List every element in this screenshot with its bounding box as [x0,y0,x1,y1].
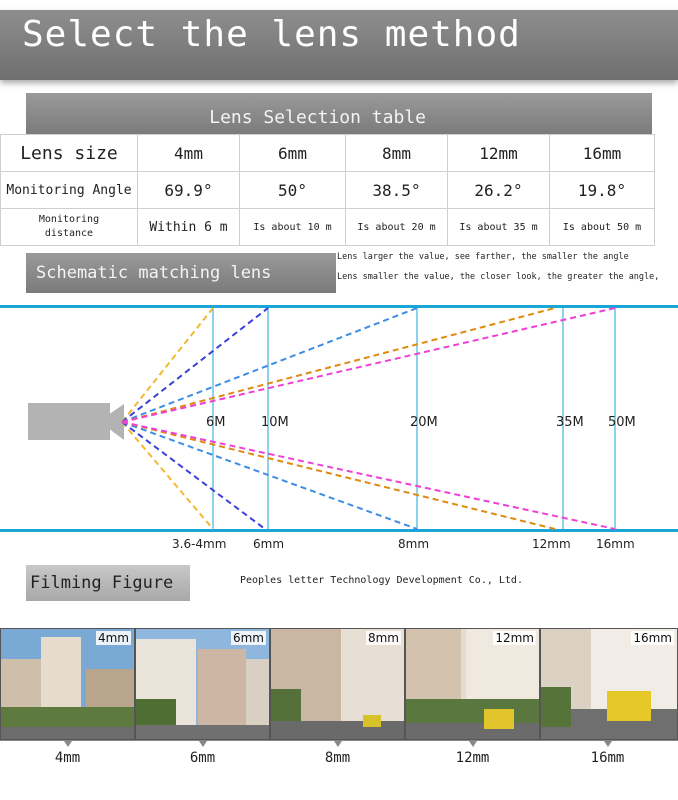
photo-caption: 8mm [324,750,351,766]
filming-title: Filming Figure [30,573,174,593]
cell-angle: 26.2° [448,172,550,209]
cell-lens-size: 6mm [240,135,346,172]
table-row [1,172,655,209]
cell-distance: Is about 35 m [448,209,550,246]
sample-photo-8mm [270,628,405,740]
camera-icon [28,403,110,440]
photo-tag: 8mm [367,631,399,645]
cell-lens-size: 16mm [550,135,655,172]
street-scene-image [271,629,404,739]
sample-photo-6mm [135,628,270,740]
lens-angle-diagram [0,300,678,560]
cell-lens-size: 4mm [138,135,240,172]
street-scene-image [136,629,269,739]
row-label-monitoring-distance [1,209,138,246]
lens-ray-lower [122,422,213,529]
photo-caption: 6mm [189,750,216,766]
row-label-line: Monitoring [38,214,100,225]
photo-tag: 12mm [495,631,534,645]
row-label-monitoring-angle: Monitoring Angle [1,172,138,209]
distance-label: 50M [608,415,636,430]
distance-label: 10M [261,415,289,430]
cell-angle: 69.9° [138,172,240,209]
lens-label: 12mm [532,537,571,551]
photo-tag: 4mm [97,631,129,645]
cell-distance: Is about 10 m [240,209,346,246]
sample-photo-12mm [405,628,540,740]
photo-tag: 16mm [633,631,672,645]
distance-label: 35M [556,415,584,430]
lens-ray-lower [122,422,555,529]
table-row [1,135,655,172]
cell-lens-size: 12mm [448,135,550,172]
cell-distance: Within 6 m [138,209,240,246]
cell-angle: 19.8° [550,172,655,209]
sample-photo-16mm [540,628,678,740]
lens-label: 6mm [253,537,285,551]
lens-label: 16mm [596,537,635,551]
sample-photo-4mm [0,628,135,740]
schematic-note: Lens larger the value, see farther, the smaller the angle [337,252,629,262]
cell-angle: 38.5° [346,172,448,209]
caption-marker [334,741,342,747]
lens-label: 8mm [398,537,430,551]
table-title-bar [26,93,652,135]
photo-caption: 12mm [455,750,490,766]
caption-marker [199,741,207,747]
row-label-lens-size: Lens size [1,135,138,172]
caption-marker [469,741,477,747]
cell-distance: Is about 50 m [550,209,655,246]
cell-angle: 50° [240,172,346,209]
table-title: Lens Selection table [209,107,426,128]
row-label-line: distance [44,228,94,239]
photo-caption: 16mm [590,750,625,766]
table-row [1,209,655,246]
caption-marker [604,741,612,747]
photo-tag: 6mm [232,631,264,645]
schematic-title: Schematic matching lens [36,263,272,283]
schematic-note: Lens smaller the value, the closer look, the greater the angle, [337,272,660,282]
distance-label: 20M [410,415,438,430]
top-boundary-line [0,305,678,308]
lens-ray-lower [122,422,417,529]
lens-selection-table [0,134,655,246]
lens-ray-upper [122,308,555,422]
camera-lens-icon [108,404,124,440]
page-title: Select the lens method [22,14,521,55]
cell-distance: Is about 20 m [346,209,448,246]
caption-marker [64,741,72,747]
lens-ray-lower [122,422,615,529]
street-scene-image [541,629,677,739]
photo-caption: 4mm [54,750,81,766]
street-scene-image [1,629,134,739]
company-name: Peoples letter Technology Development Co., Ltd. [240,575,523,586]
bottom-boundary-line [0,529,678,532]
distance-label: 6M [206,415,226,430]
lens-ray-upper [122,308,213,422]
cell-lens-size: 8mm [346,135,448,172]
street-scene-image [406,629,539,739]
lens-label: 3.6-4mm [172,537,227,551]
